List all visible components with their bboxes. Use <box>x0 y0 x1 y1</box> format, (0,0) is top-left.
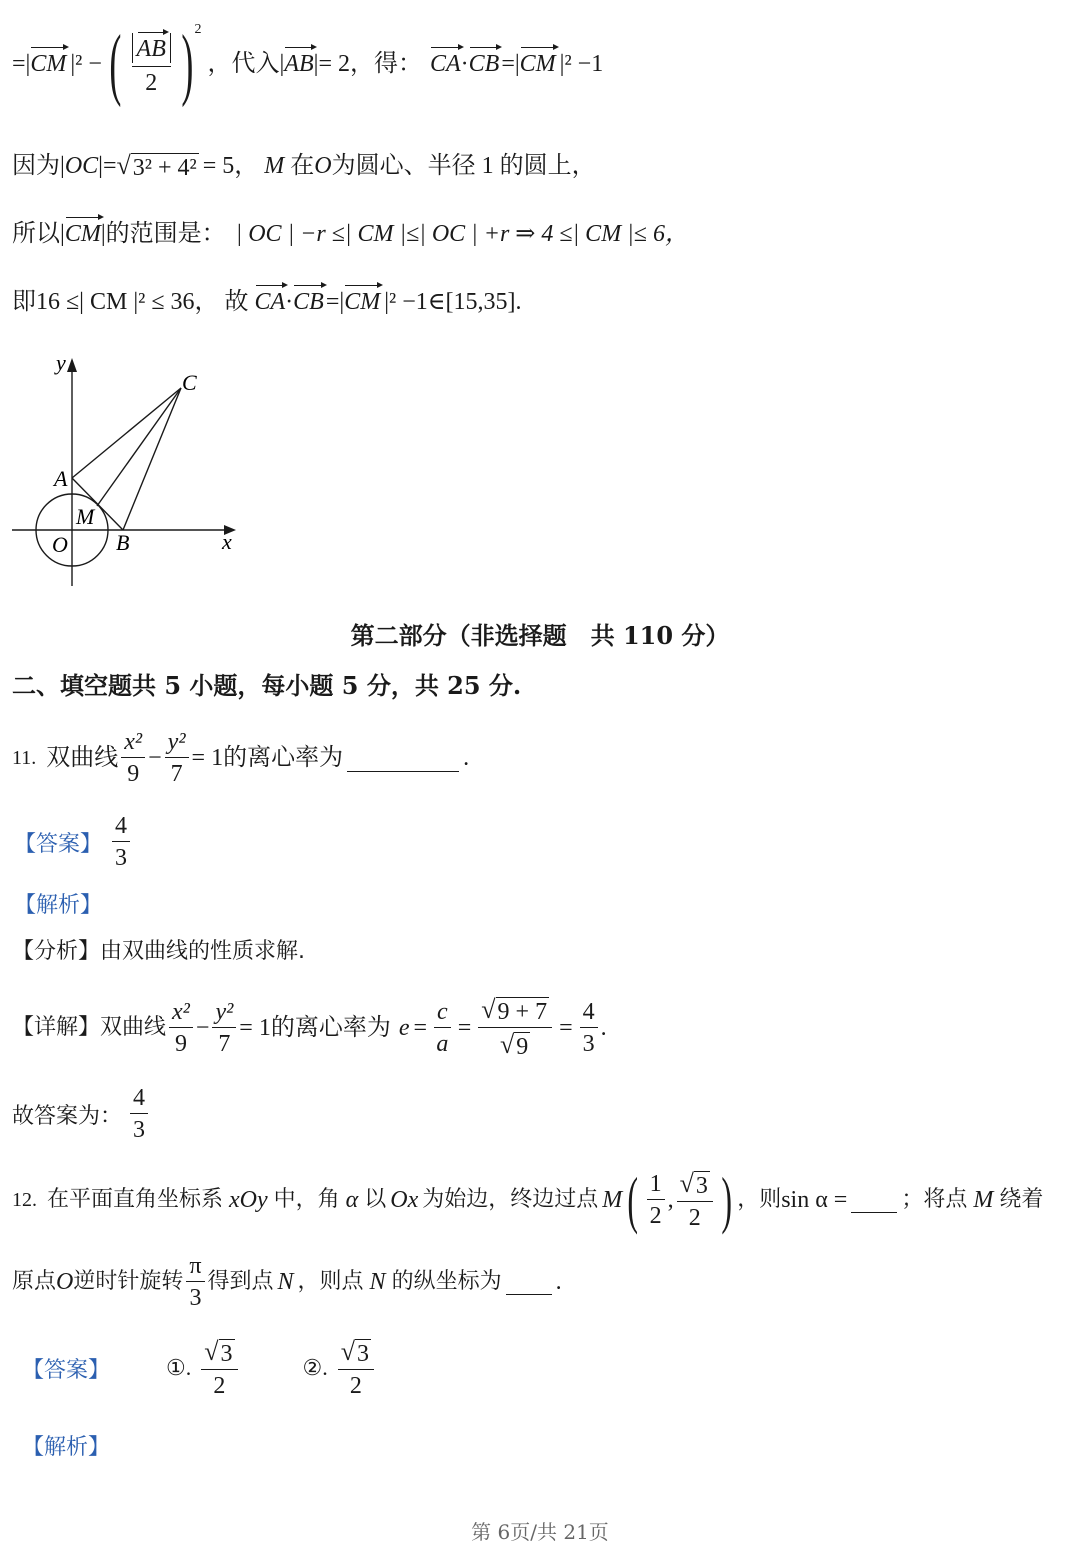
vector-ab-2: AB <box>284 51 314 77</box>
comma: , <box>667 1187 674 1213</box>
vector-ca: CA <box>429 51 461 77</box>
question-12-line-1 <box>12 1160 1043 1240</box>
vector-cm: CM <box>64 221 101 247</box>
answer-2-label: ②. <box>302 1355 328 1380</box>
text: |= 2，得： <box>313 51 422 77</box>
dot: · <box>460 51 469 77</box>
o: O <box>314 153 332 179</box>
text: =| <box>325 289 345 315</box>
oc: OC <box>64 153 99 179</box>
text: 在平面直角坐标系 <box>47 1187 224 1212</box>
y-axis-arrow <box>67 358 77 372</box>
q11-answer <box>14 812 133 872</box>
formula-line-2 <box>12 146 596 186</box>
xoy: xOy <box>229 1187 268 1213</box>
text: 因为| <box>12 153 65 179</box>
label-c: C <box>182 370 197 395</box>
point-m: M <box>602 1187 623 1213</box>
answer-blank[interactable] <box>347 745 459 772</box>
answer-label: 【答案】 <box>14 831 103 857</box>
text: 为始边，终边过点 <box>422 1187 599 1212</box>
label-m: M <box>76 504 95 529</box>
text: 逆时针旋转 <box>73 1269 184 1294</box>
text: 即16 ≤| CM |² ≤ 36， 故 <box>12 289 249 315</box>
text: 得到点 <box>207 1269 274 1294</box>
label-o: O <box>52 532 68 557</box>
e: e <box>398 1015 410 1041</box>
text: 的纵坐标为 <box>391 1269 502 1294</box>
vector-cm: CM <box>30 51 67 77</box>
fraction-4-3: $\frac{4}{3}$ <box>580 1000 598 1056</box>
text: |² −1∈[15,35]. <box>384 289 522 315</box>
point-m-2: M <box>973 1187 994 1213</box>
answer-blank-2[interactable] <box>506 1270 552 1295</box>
answer-label: 【答案】 <box>22 1357 111 1383</box>
text: |的范围是： <box>100 221 226 247</box>
final-fraction: $\frac{4}{3}$ <box>130 1086 148 1142</box>
vector-cm-2: CM <box>519 51 556 77</box>
point-n-2: N <box>369 1269 386 1295</box>
range-expression: | OC | −r ≤| CM |≤| OC | +r ⇒ 4 ≤| CM |≤ 6， <box>235 221 689 247</box>
part-title: 第二部分（非选择题 共 110 分） <box>350 621 730 650</box>
fraction-y2-7: $\frac{\text{y²}}{7}$ <box>212 1000 236 1056</box>
paren-left: ( <box>109 20 122 108</box>
question-number: 11. <box>12 747 37 769</box>
text: ，则 <box>737 1187 782 1212</box>
vector-cb: CB <box>468 51 500 77</box>
text: 在 <box>290 153 315 179</box>
paren-right: ) <box>721 1164 732 1235</box>
question-12-line-2 <box>12 1250 562 1314</box>
paren-left: ( <box>627 1164 639 1235</box>
detail-label: 【详解】 <box>12 1015 101 1040</box>
answer-1-fraction: √ 3 2 <box>201 1339 237 1398</box>
eq: = <box>413 1015 428 1041</box>
geometry-diagram <box>0 350 250 595</box>
text: =| <box>12 51 31 77</box>
text: 以 <box>364 1187 387 1212</box>
exponent: 2 <box>194 22 202 37</box>
fraction-x2-9: $\frac{\text{x²}}{9}$ <box>169 1000 193 1056</box>
final-label: 故答案为： <box>12 1103 123 1129</box>
fraction-x2-9: $\frac{\text{x²}}{9}$ <box>121 730 145 786</box>
q11-fenxi <box>12 940 305 963</box>
fraction-pi-3: $\frac{\pi}{3}$ <box>186 1254 204 1310</box>
vector-cb: CB <box>293 289 324 315</box>
answer-2-fraction: √ 3 2 <box>338 1339 374 1398</box>
q12-analysis-label: 【解析】 <box>22 1435 111 1460</box>
section-heading: 二、填空题共 5 小题，每小题 5 分，共 25 分. <box>12 671 522 700</box>
eq: = <box>559 1015 573 1041</box>
q11-detail <box>12 992 607 1064</box>
fenxi-label: 【分析】 <box>12 939 101 964</box>
text: 绕着 <box>999 1187 1044 1212</box>
answer-1-label: ①. <box>166 1355 192 1380</box>
paren-right: ) <box>181 20 194 108</box>
m: M <box>264 153 285 179</box>
text: = 1的离心率为 <box>191 745 344 771</box>
text: ，则点 <box>297 1269 364 1294</box>
dot: · <box>285 289 294 315</box>
text: = 5， <box>202 153 259 179</box>
formula-line-3 <box>12 214 689 254</box>
formula-line-4 <box>12 282 521 322</box>
label-b: B <box>116 530 130 555</box>
fraction-c-a: $\frac{c}{a}$ <box>434 1000 451 1056</box>
label-x: x <box>222 529 232 554</box>
period: . <box>600 1015 607 1041</box>
text: |² − <box>70 51 102 77</box>
text: 为圆心、半径 1 的圆上， <box>331 153 596 179</box>
eq: = <box>457 1015 472 1041</box>
question-11 <box>12 728 469 788</box>
sqrt-3-4: √ 3² + 4² <box>116 150 197 181</box>
text: |= <box>98 153 117 179</box>
denominator: 2 <box>145 70 158 96</box>
vector-ca: CA <box>254 289 286 315</box>
answer-fraction: $\frac{4}{3}$ <box>112 814 130 870</box>
text: =| <box>501 51 520 77</box>
page-footer: 第 6页/共 21页 <box>471 1520 609 1544</box>
vector-cm: CM <box>344 289 381 315</box>
fraction-y2-7: $\frac{\text{y²}}{7}$ <box>165 730 189 786</box>
fenxi-text: 由双曲线的性质求解. <box>100 939 306 964</box>
period: . <box>463 745 470 771</box>
text: 中，角 <box>273 1187 340 1212</box>
period: . <box>555 1269 562 1295</box>
answer-blank-1[interactable] <box>851 1188 897 1213</box>
formula-line-1 <box>12 14 603 114</box>
segment-cb <box>123 388 181 530</box>
q11-analysis-label: 【解析】 <box>14 893 103 918</box>
fraction-sqrt: √ 9 + 7 √ 9 <box>478 997 552 1059</box>
minus: − <box>195 1015 210 1041</box>
q11-final <box>12 1082 151 1146</box>
text: 原点 <box>12 1269 57 1294</box>
vector-ab: AB <box>136 36 166 62</box>
text: = 1的离心率为 <box>239 1015 391 1041</box>
fraction-1-2: $\frac{1}{2}$ <box>647 1172 665 1228</box>
text: 双曲线 <box>46 745 119 771</box>
text: ；将点 <box>901 1187 968 1212</box>
fraction-sqrt3-2: √ 3 2 <box>677 1171 713 1230</box>
label-a: A <box>54 466 68 491</box>
q12-answer <box>22 1332 377 1404</box>
label-y: y <box>56 350 66 375</box>
origin-o: O <box>56 1269 74 1295</box>
alpha: α <box>345 1187 359 1213</box>
ox: Ox <box>390 1187 419 1213</box>
text: 双曲线 <box>100 1015 167 1040</box>
point-n: N <box>277 1269 294 1295</box>
question-number: 12. <box>12 1189 37 1211</box>
text: 所以| <box>12 221 65 247</box>
minus: − <box>148 745 162 771</box>
text: |² −1 <box>559 51 604 77</box>
sin-alpha: sin α = <box>781 1187 848 1213</box>
text: ，代入| <box>207 51 285 77</box>
fraction-ab-over-2 <box>132 33 171 95</box>
